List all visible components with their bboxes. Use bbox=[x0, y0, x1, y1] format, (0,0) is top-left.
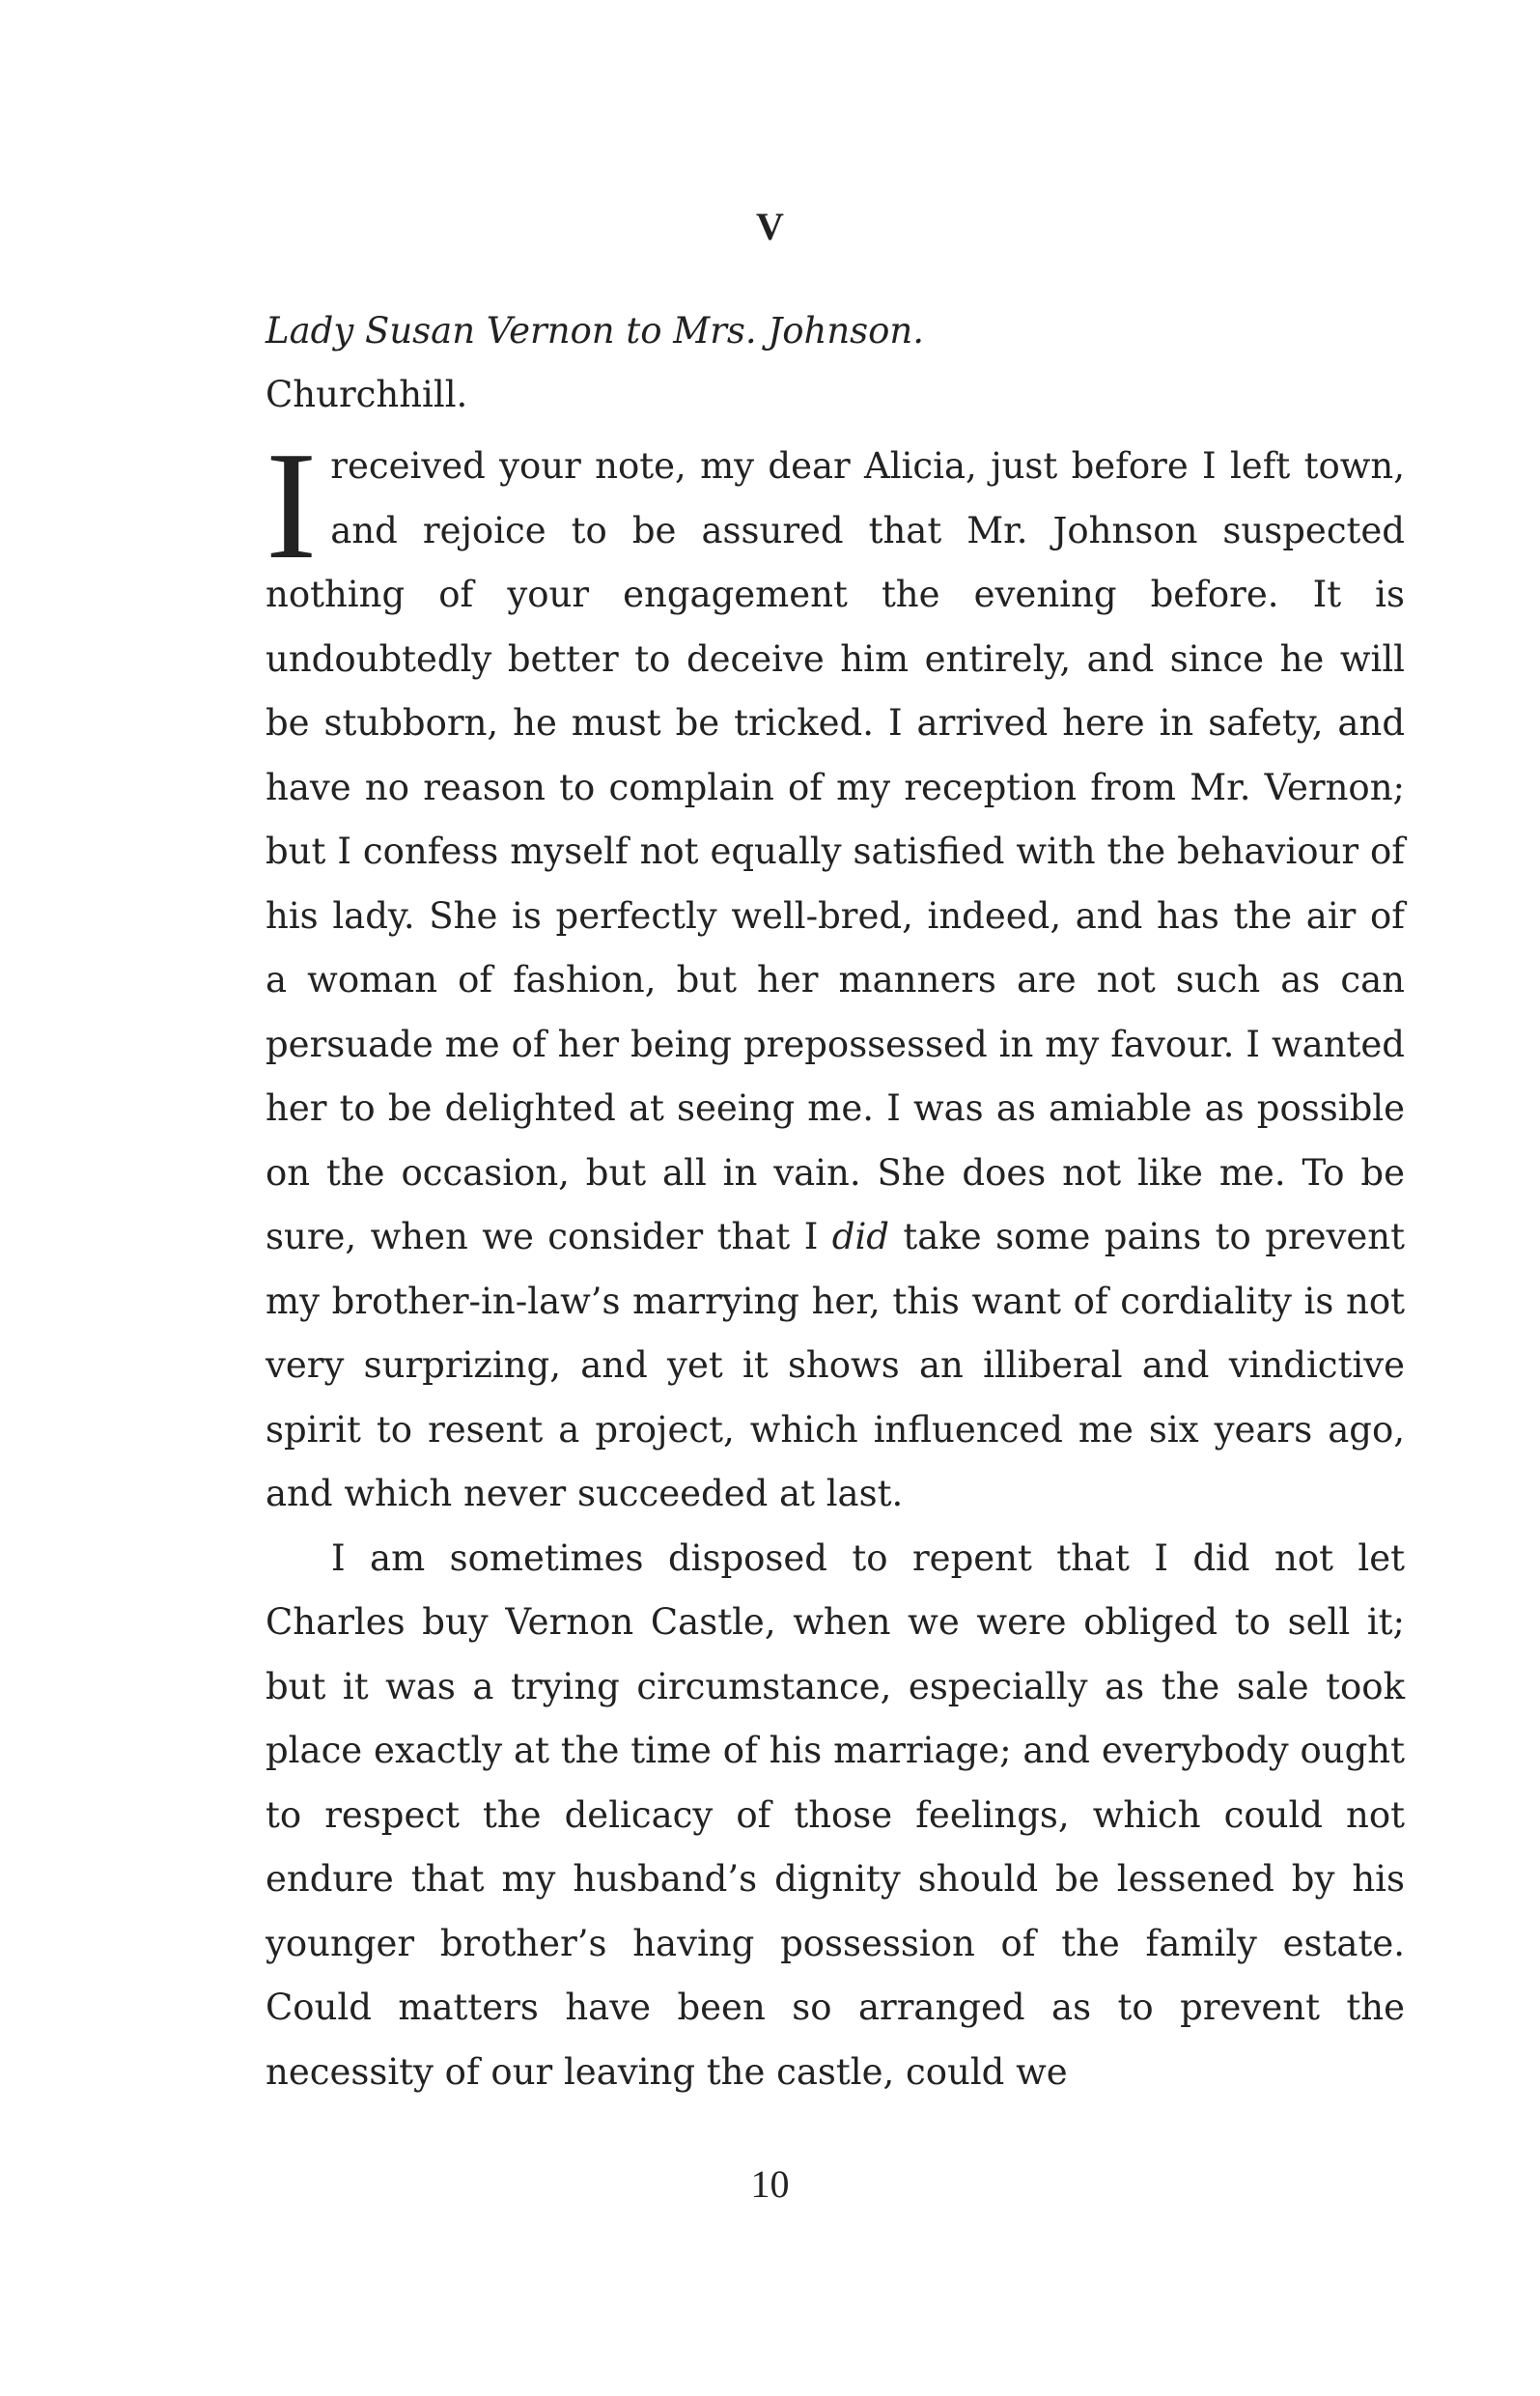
paragraph-2: I am sometimes disposed to repent that I did not let Charles buy Vernon Castle, when we were obliged to sell it; but it was a trying circumstance, especially as the sale took place exactly at the time of his marriage; and everybody ought to respect the delicacy of those feelings, which could not endure that my husband’s dignity should be lessened by his younger brother’s having possession of the family estate. Could matters have been so arranged as to prevent the necessity of our leaving the castle, could we bbox=[266, 1536, 1405, 2093]
letter-title: Lady Susan Vernon to Mrs. Johnson. bbox=[266, 310, 925, 352]
paragraph-1-text-a: received your note, my dear Alicia, just before I left town, and rejoice to be assured that Mr. Johnson suspected nothing of your engagement the evening before. It is undoubtedly better to deceive him entirely, and since he will be stubborn, he must be tricked. I arrived here in safety, and have no reason to complain of my reception from Mr. Vernon; but I confess myself not equally satisfied with the behaviour of his lady. She is perfectly well-bred, indeed, and has the air of a woman of fashion, but her manners are not such as can persuade me of her being prepossessed in my favour. I wanted her to be delighted at seeing me. I was as amiable as possible on the occasion, but all in vain. She does not like me. To be sure, when we consider that I bbox=[266, 445, 1405, 1257]
text-block bbox=[266, 299, 1405, 2104]
drop-cap: I bbox=[266, 419, 318, 591]
paragraph-1-text-b: take some pains to prevent my brother-in-law’s marrying her, this want of cordiality is not very surprizing, and yet it shows an illiberal and vindictive spirit to resent a project, which influenced me six years ago, and which never succeeded at last. bbox=[266, 1216, 1405, 1514]
page-number: 10 bbox=[750, 2162, 790, 2206]
letter-place: Churchhill. bbox=[266, 374, 468, 415]
paragraph-1 bbox=[266, 419, 1405, 1527]
paragraph-1-emphasis: did bbox=[831, 1216, 889, 1257]
chapter-heading: V bbox=[756, 205, 784, 248]
